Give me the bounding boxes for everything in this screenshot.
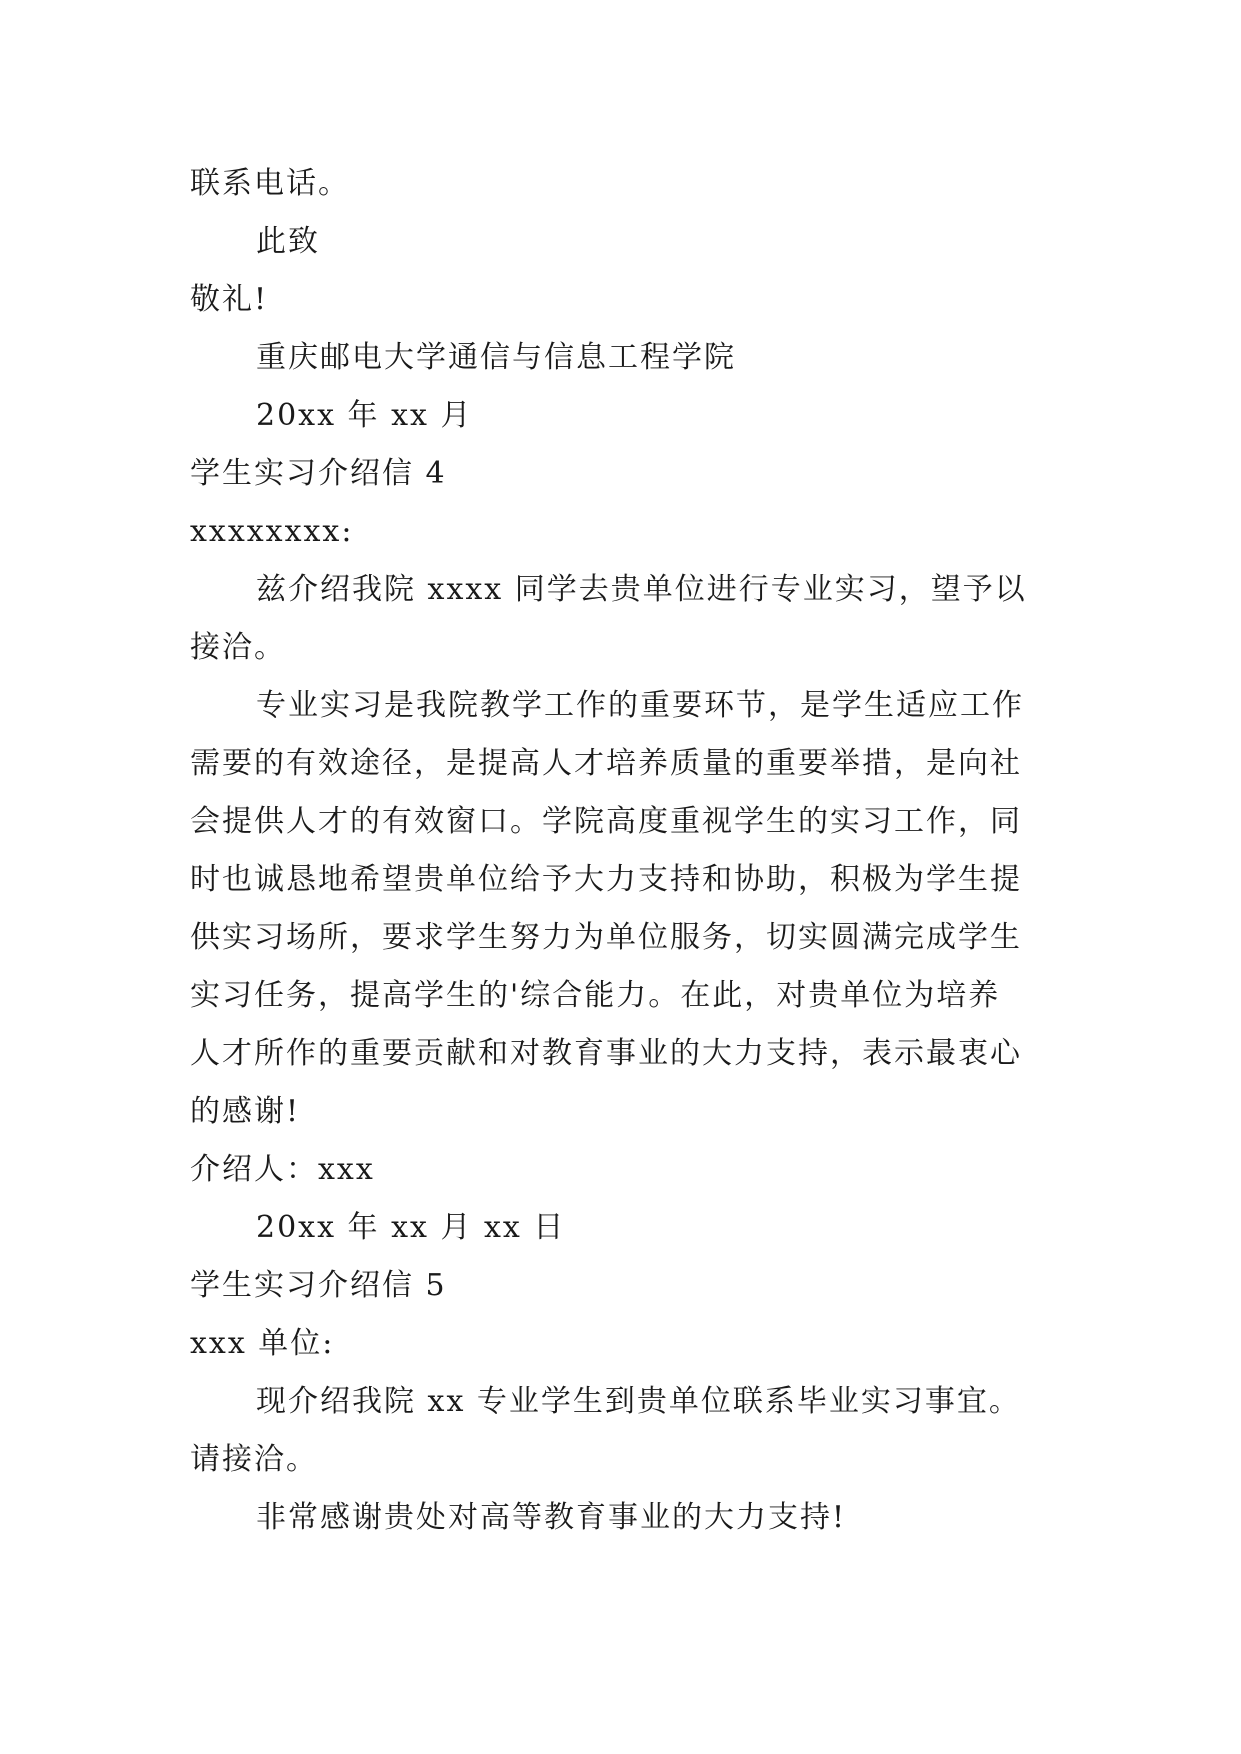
letter-5-body-line: 请接洽。 [190, 1442, 318, 1477]
letter-4-body-line: 专业实习是我院教学工作的重要环节，是学生适应工作 [256, 688, 1024, 723]
salutation-jingli: 敬礼! [190, 282, 269, 317]
letter-4-date: 20xx 年 xx 月 xx 日 [256, 1210, 566, 1245]
letter-4-recipient: xxxxxxxx: [190, 514, 354, 549]
letter-4-body-line: 需要的有效途径，是提高人才培养质量的重要举措，是向社 [190, 746, 1022, 781]
signature-date: 20xx 年 xx 月 [256, 398, 473, 433]
signature-institution: 重庆邮电大学通信与信息工程学院 [256, 340, 736, 375]
salutation-cizhi: 此致 [256, 224, 320, 259]
letter-5-title: 学生实习介绍信 5 [190, 1268, 447, 1303]
letter-4-body-line: 兹介绍我院 xxxx 同学去贵单位进行专业实习，望予以 [256, 572, 1027, 607]
letter-4-body-line: 接洽。 [190, 630, 286, 665]
closing-phone-text: 联系电话。 [190, 166, 350, 201]
letter-4-body-line: 会提供人才的有效窗口。学院高度重视学生的实习工作，同 [190, 804, 1022, 839]
letter-4-body-line: 实习任务，提高学生的'综合能力。在此，对贵单位为培养 [190, 978, 1001, 1013]
letter-4-title: 学生实习介绍信 4 [190, 456, 447, 491]
letter-4-body-line: 时也诚恳地希望贵单位给予大力支持和协助，积极为学生提 [190, 862, 1022, 897]
letter-4-body-line: 供实习场所，要求学生努力为单位服务，切实圆满完成学生 [190, 920, 1022, 955]
letter-4-body-line: 人才所作的重要贡献和对教育事业的大力支持，表示最衷心 [190, 1036, 1022, 1071]
letter-5-body-line: 非常感谢贵处对高等教育事业的大力支持! [256, 1500, 847, 1535]
letter-4-body-line: 的感谢! [190, 1094, 301, 1129]
letter-4-introducer: 介绍人：xxx [190, 1152, 375, 1187]
letter-5-body-line: 现介绍我院 xx 专业学生到贵单位联系毕业实习事宜。 [256, 1384, 1021, 1419]
letter-5-recipient: xxx 单位: [190, 1326, 335, 1361]
